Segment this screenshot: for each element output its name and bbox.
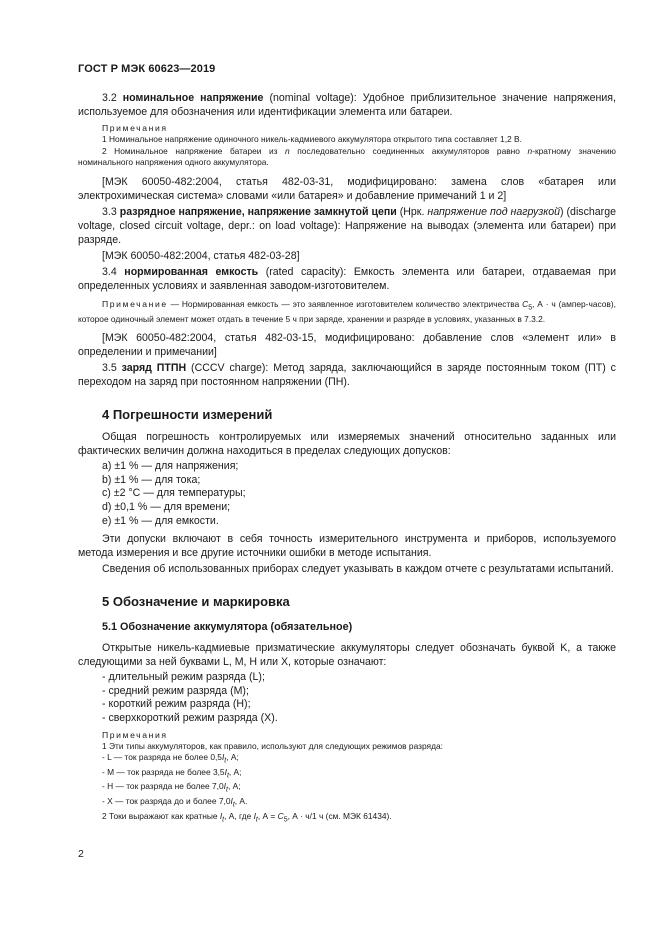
discharge-mode-item: - короткий режим разряда (H); xyxy=(102,698,251,711)
section-5-intro: Открытые никель-кадмиевые призматические аккумуляторы следует обозначать буквой K, а также следующими за ней буквами L, M, H или X, которые означают: xyxy=(78,642,616,669)
note-list-item: - X — ток разряда до и более $7,0I_t$, А. xyxy=(102,796,248,810)
clause-number: 3.4 xyxy=(102,265,117,278)
section-4-paragraph: Сведения об использованных приборах следует указывать в каждом отчете с результатами испытаний. xyxy=(102,563,614,576)
clause-number: 3.5 xyxy=(102,362,117,375)
section-4-intro: Общая погрешность контролируемых или измеряемых значений относительно заданных или фактических величин должна находиться в пределах следующих допусков: xyxy=(78,431,616,458)
discharge-mode-item: - длительный режим разряда (L); xyxy=(102,671,265,684)
term-3-4 xyxy=(78,265,616,293)
page-number: 2 xyxy=(78,848,84,860)
note-1: 1 Эти типы аккумуляторов, как правило, используют для следующих режимов разряда: xyxy=(102,740,443,751)
note-3-4: Примечание — Нормированная емкость — это заявленное изготовителем количество электричества $C_5$, А · ч (ампер-часов), которое одиночный элемент может отдать в течение 5 ч при заряде, хранении и разряде в условиях, указанных в 7.3.2. xyxy=(78,298,616,324)
tolerance-item: c) ±2 °С — для температуры; xyxy=(102,487,246,500)
tolerance-item: a) ±1 % — для напряжения; xyxy=(102,460,239,473)
term-name: номинальное напряжение xyxy=(122,92,264,104)
note-1: 1 Номинальное напряжение одиночного никель-кадмиевого аккумулятора открытого типа составляет 1,2 В. xyxy=(102,134,522,144)
term-3-3: 3.3 разрядное напряжение, напряжение замкнутой цепи (Нрк. напряжение под нагрузкой) (discharge voltage, closed circuit voltage, depr.: on load voltage): Напряжение на выводах (элемента или батареи) при разряде. xyxy=(78,205,616,246)
note-list-item: - H — ток разряда не более $7,0I_t$, А; xyxy=(102,781,241,795)
term-name: заряд ПТПН xyxy=(121,362,187,375)
note-list-item: - L — ток разряда не более $0,5I_t$, А; xyxy=(102,751,239,765)
page-content xyxy=(78,91,616,826)
discharge-mode-item: - средний режим разряда (M); xyxy=(102,684,249,697)
note-2: 2 Токи выражают как кратные $I_t$, А, где $I_t$, $А = C_5$, А · ч/1 ч (см. МЭК 61434). xyxy=(102,811,392,824)
term-3-5 xyxy=(78,361,616,389)
term-name: разрядное напряжение, напряжение замкнутой цепи xyxy=(119,205,397,218)
clause-number: 3.2 xyxy=(102,92,117,104)
note-2: 2 Номинальное напряжение батареи из n последовательно соединенных аккумуляторов равно n-кратному значению номинального напряжения одного аккумулятора. xyxy=(78,145,616,167)
notes-heading: Примечания xyxy=(102,729,168,740)
term-definition: (rated capacity): Емкость элемента или батареи, отдаваемая при определенных условиях и заявленная заводом-изготовителем. xyxy=(78,265,616,292)
document-header: ГОСТ Р МЭК 60623—2019 xyxy=(78,63,216,75)
section-5-title: 5 Обозначение и маркировка xyxy=(102,594,290,610)
term-name: нормированная емкость xyxy=(124,265,259,278)
tolerance-item: e) ±1 % — для емкости. xyxy=(102,514,219,527)
term-definition: ) (discharge voltage, closed circuit voltage, depr.: on load voltage): Напряжение на выводах (элемента или батареи) при разряде. xyxy=(78,205,616,246)
note-list-item: - M — ток разряда не более $3,5I_t$, А; xyxy=(102,766,242,780)
section-4-paragraph: Эти допуски включают в себя точность измерительного инструмента и приборов, используемого метода измерения и все другие источники ошибки в методе испытания. xyxy=(78,533,616,560)
subsection-5-1-title: 5.1 Обозначение аккумулятора (обязательное) xyxy=(102,621,353,634)
notes-heading: Примечания xyxy=(102,123,168,133)
term-definition: (nominal voltage): Удобное приблизительное значение напряжения, используемое для обозначения или идентификации элемента или батареи. xyxy=(78,92,616,118)
tolerance-item: d) ±0,1 % — для времени; xyxy=(102,500,231,513)
term-3-2 xyxy=(78,91,616,119)
tolerance-item: b) ±1 % — для тока; xyxy=(102,473,201,486)
clause-number: 3.3 xyxy=(102,205,117,218)
discharge-mode-item: - сверхкороткий режим разряда (X). xyxy=(102,711,278,724)
reference-3-3: [МЭК 60050-482:2004, статья 482-03-28] xyxy=(102,249,300,262)
section-4-title: 4 Погрешности измерений xyxy=(102,407,273,423)
reference-3-4: [МЭК 60050-482:2004, статья 482-03-15, модифицировано: добавление слов «элемент или» в определении и примечании] xyxy=(78,332,616,359)
reference-3-2: [МЭК 60050-482:2004, статья 482-03-31, модифицировано: замена слов «батарея или электрохимическая система» словами «или батарея» и добавление примечаний 1 и 2] xyxy=(78,175,616,202)
term-definition: (CCCV charge): Метод заряда, заключающийся в заряде постоянным током (ПТ) с переходом на заряд при постоянном напряжении (ПН). xyxy=(78,362,616,389)
